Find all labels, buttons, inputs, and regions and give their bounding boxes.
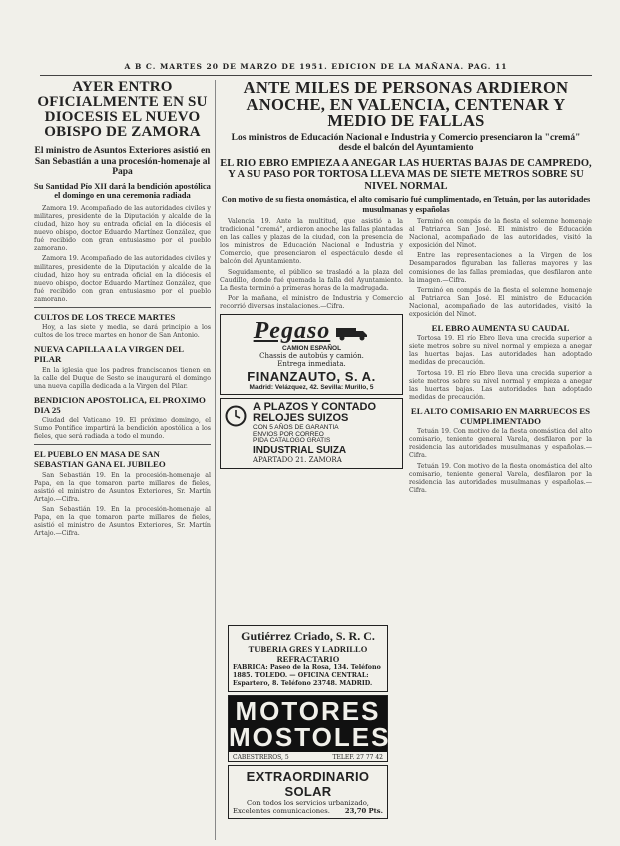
left-story-jubileo xyxy=(34,472,211,539)
story-paragraph: Entre las representaciones a la Virgen de los Desamparados figuraban las falleras mayores y las comisiones de las fallas premiadas, que desfilaron ante la imagen.—Cifra. xyxy=(409,252,592,284)
homenaje-story xyxy=(409,218,592,319)
relojes-line4: ENVIOS POR CORREO xyxy=(253,430,324,438)
pegaso-logo: Pegaso xyxy=(253,317,331,344)
story-paragraph: Terminó en compás de la fiesta el solemne homenaje al Patriarca San José. El ministro de Educación Nacional, acompañado de las autoridades, visitó la exposición del Ninot. xyxy=(409,217,592,250)
solar-ad xyxy=(228,765,388,819)
section-headline-trece-martes: CULTOS DE LOS TRECE MARTES xyxy=(34,312,176,323)
pegaso-line1: CAMION ESPAÑOL xyxy=(281,344,342,352)
pegaso-ad xyxy=(220,314,403,395)
left-story-martes xyxy=(34,324,211,340)
left-story-bendicion xyxy=(34,417,211,441)
motores-address: CABESTREROS, 5 xyxy=(233,753,289,761)
solar-title: EXTRAORDINARIO SOLAR xyxy=(246,768,370,799)
relojes-line3: CON 5 AÑOS DE GARANTIA xyxy=(253,423,339,431)
story-paragraph: Zamora 19. Acompañado de las autoridades civiles y militares, presidente de la Diputación y alcalde de la ciudad, hizo hoy su entrada oficial en la diócesis el nuevo obispo, doctor Eduardo Martínez González, que fué recibido con gran entusiasmo por el pueblo zamorano. xyxy=(34,255,211,303)
relojes-ad xyxy=(220,398,403,469)
running-head: A B C. MARTES 20 DE MARZO DE 1951. EDICION DE LA MAÑANA. PAG. 11 xyxy=(40,62,592,76)
right-inner-right xyxy=(409,218,592,497)
solar-line2: Excelentes comunicaciones. xyxy=(233,806,330,815)
story-paragraph: San Sebastián 19. En la procesión-homenaje al Papa, en la que tomaron parte millares de fieles, asistió el ministro de Asuntos Exteriores, Sr. Martín Artajo.—Cifra. xyxy=(34,471,211,503)
story-paragraph: En la iglesia que los padres franciscanos tienen en la calle del Duque de Sesto se inaugurará el domingo una nueva capilla dedicada a la Virgen del Pilar. xyxy=(34,366,211,390)
story-paragraph: Terminó en compás de la fiesta el solemne homenaje al Patriarca San José. El ministro de Educación Nacional, acompañado de las autoridades, visitó la exposición del Ninot. xyxy=(409,286,592,318)
left-story-capilla xyxy=(34,367,211,391)
clock-icon xyxy=(225,405,247,427)
motores-footer xyxy=(229,752,387,761)
pegaso-line3: Entrega inmediata. xyxy=(277,360,346,369)
gutierrez-product2: REFRACTARIO xyxy=(276,654,340,664)
story-paragraph: Hoy, a las siete y media, se dará principio a los cultos de los trece martes en honor de San Antonio. xyxy=(34,324,211,340)
main-headline: ANTE MILES DE PERSONAS ARDIERON ANOCHE, EN VALENCIA, CENTENAR Y MEDIO DE FALLAS xyxy=(243,80,569,130)
section-headline-marruecos: EL ALTO COMISARIO EN MARRUECOS ES CUMPLIMENTADO xyxy=(410,405,591,427)
motores-ad xyxy=(228,695,391,762)
relojes-company: INDUSTRIAL SUIZA xyxy=(253,445,347,457)
section-headline-jubileo: EL PUEBLO EN MASA DE SAN SEBASTIAN GANA EL JUBILEO xyxy=(34,449,166,470)
gutierrez-name: Gutiérrez Criado, S. R. C. xyxy=(241,629,375,643)
right-two-columns xyxy=(220,218,592,497)
left-headline: AYER ENTRO OFICIALMENTE EN SU DIOCESIS EL NUEVO OBISPO DE ZAMORA xyxy=(37,80,208,140)
story-paragraph: Valencia 19. Ante la multitud, que asistió a la tradicional "cremá", ardieron anoche las fallas plantadas en las calles y plazas de la ciudad, con la presencia de los ministros de Educación Nacional e Industria y Comercio, que presenciaron el espectáculo desde el balcón del Ayuntamiento. xyxy=(220,217,403,266)
section-headline-ebro: EL EBRO AUMENTA SU CAUDAL xyxy=(431,323,570,334)
lower-ad-stack xyxy=(228,622,391,822)
relojes-text xyxy=(225,402,398,446)
divider xyxy=(34,307,211,308)
truck-icon xyxy=(335,325,369,341)
gutierrez-fabrica: FABRICA: Paseo de la Rosa, 134. Teléfono 1885. TOLEDO. — OFICINA CENTRAL: Espartero, 8. Teléfono 23748. MADRID. xyxy=(233,664,381,687)
ebro-headline: EL RIO EBRO EMPIEZA A ANEGAR LAS HUERTAS BAJAS DE CAMPREDO, Y A SU PASO POR TORTOSA LLEVA MAS DE SIETE METROS SOBRE SU NIVEL NORMAL xyxy=(220,157,592,192)
relojes-line1: A PLAZOS Y CONTADO xyxy=(253,400,377,413)
relojes-line2: RELOJES SUIZOS xyxy=(253,412,349,425)
pegaso-logo-row xyxy=(225,318,398,345)
left-subdeck: Su Santidad Pío XII dará la bendición apostólica el domingo en una ceremonia radiada xyxy=(34,180,211,201)
motores-title: MOTORES MOSTOLES xyxy=(229,695,391,752)
story-paragraph: Seguidamente, el público se trasladó a la plaza del Caudillo, donde fué quemada la falla del Ayuntamiento. La fiesta terminó a primeras horas de la madrugada. xyxy=(220,268,403,292)
relojes-line5: PIDA CATALOGO GRATIS xyxy=(253,437,331,445)
tetuan-subdeck: Con motivo de su fiesta onomástica, el alto comisario fué cumplimentado, en Tetuán, por las autoridades musulmanas y españolas xyxy=(221,195,591,214)
right-inner-left xyxy=(220,218,403,497)
story-paragraph: Zamora 19. Acompañado de las autoridades civiles y militares, presidente de la Diputación y alcalde de la ciudad, hizo hoy su entrada oficial en la diócesis el nuevo obispo, doctor Eduardo Martínez González, que fué recibido con gran entusiasmo por el pueblo zamorano. xyxy=(34,204,211,253)
story-paragraph: San Sebastián 19. En la procesión-homenaje al Papa, en la que tomaron parte millares de fieles, asistió el ministro de Asuntos Exteriores, Sr. Martín Artajo.—Cifra. xyxy=(34,505,211,538)
story-paragraph: Ciudad del Vaticano 19. El próximo domingo, el Sumo Pontífice impartirá la bendición apostólica a los fieles, que será radiada a todo el mundo. xyxy=(34,417,211,441)
relojes-address: APARTADO 21. ZAMORA xyxy=(253,456,342,465)
gutierrez-product1: TUBERIA GRES Y LADRILLO xyxy=(248,644,368,654)
story-paragraph: Tetuán 19. Con motivo de la fiesta onomástica del alto comisario, teniente general Varela, desfilaron por la residencia las autoridades musulmanas y españolas.—Cifra. xyxy=(409,428,592,460)
solar-row xyxy=(233,807,383,815)
story-paragraph: Por la mañana, el ministro de Industria y Comercio recorrió diversas instalaciones.—Cifra. xyxy=(220,294,403,310)
main-deck: Los ministros de Educación Nacional e Industria y Comercio presenciaron la "cremá" desde el balcón del Ayuntamiento xyxy=(231,132,581,154)
section-headline-capilla: NUEVA CAPILLA A LA VIRGEN DEL PILAR xyxy=(34,344,184,365)
motores-phone: TELEF. 27 77 42 xyxy=(332,753,383,761)
ebro-story xyxy=(409,335,592,402)
pegaso-company: FINANZAUTO, S. A. xyxy=(247,368,376,384)
story-paragraph: Tetuán 19. Con motivo de la fiesta onomástica del alto comisario, teniente general Varela, desfilaron por la residencia las autoridades musulmanas y españolas.—Cifra. xyxy=(409,462,592,494)
pegaso-line2: Chassis de autobús y camión. xyxy=(259,351,364,360)
section-headline-bendicion: BENDICION APOSTOLICA, EL PROXIMO DIA 25 xyxy=(34,394,206,415)
left-story-zamora xyxy=(34,205,211,304)
gutierrez-ad xyxy=(228,625,388,692)
valencia-story xyxy=(220,218,403,311)
left-column xyxy=(34,80,216,840)
left-deck: El ministro de Asuntos Exteriores asistió en San Sebastián a una procesión-homenaje al Papa xyxy=(34,146,211,178)
story-paragraph: Tortosa 19. El río Ebro lleva una crecida superior a siete metros sobre su nivel normal y empieza a anegar las huertas bajas. Las autoridades han adoptado medidas de precaución. xyxy=(409,335,592,367)
solar-price: 23,70 Pts. xyxy=(344,806,383,815)
solar-line1: Con todos los servicios urbanizado, xyxy=(247,798,369,807)
pegaso-address: Madrid: Velázquez, 42. Sevilla: Murillo, 5 xyxy=(249,383,374,391)
divider xyxy=(34,444,211,445)
story-paragraph: Tortosa 19. El río Ebro lleva una crecida superior a siete metros sobre su nivel normal y empieza a anegar las huertas bajas. Las autoridades han adoptado medidas de precaución. xyxy=(409,369,592,401)
marruecos-story xyxy=(409,428,592,495)
